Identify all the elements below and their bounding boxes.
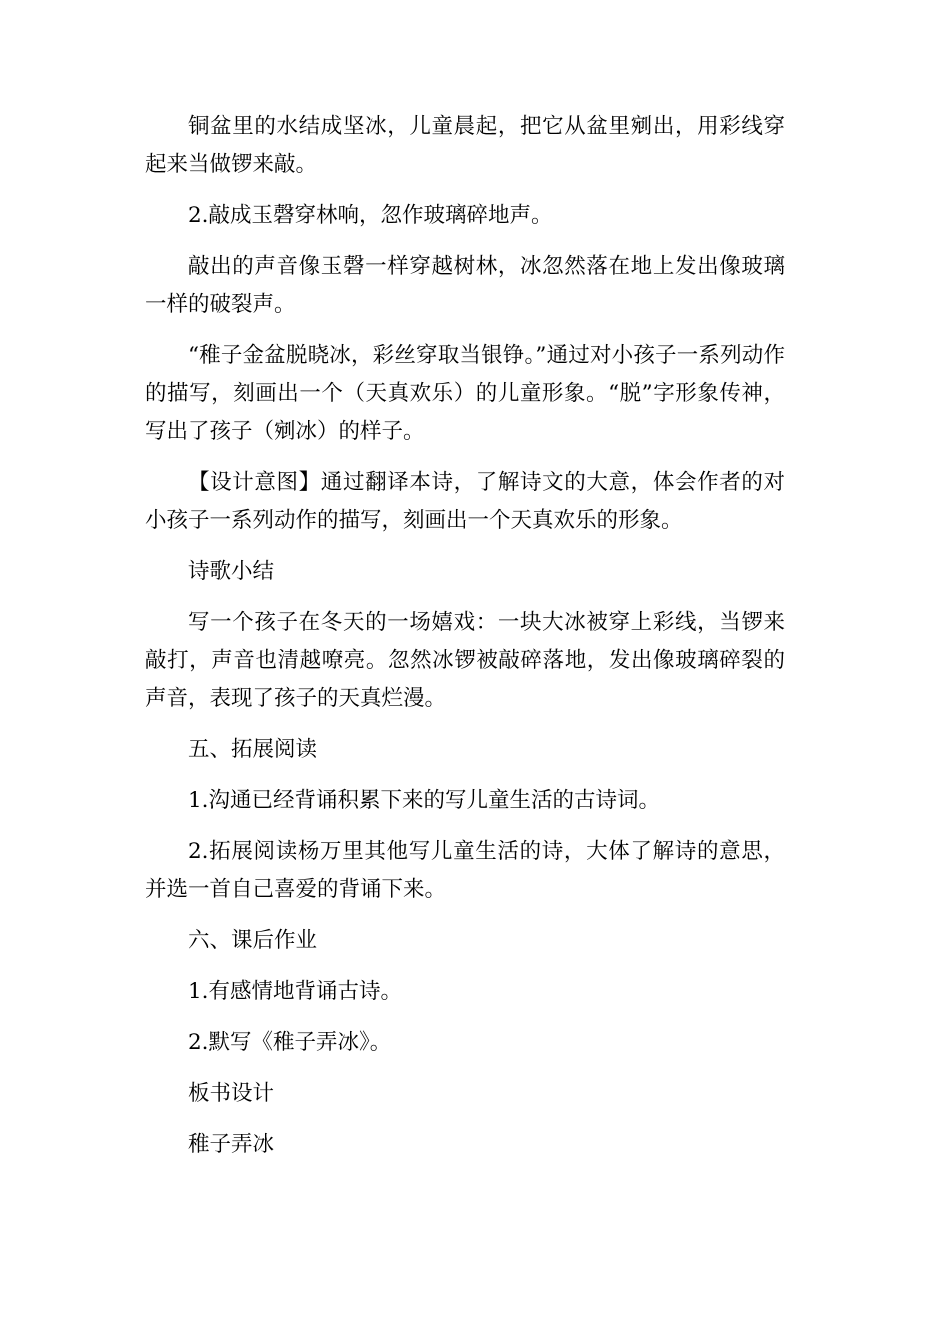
list-item-homework-2: 2.默写《稚子弄冰》。 [188, 1030, 392, 1055]
list-item-homework-1: 1.有感情地背诵古诗。 [188, 979, 403, 1004]
heading-poem-summary: 诗歌小结 [188, 559, 275, 584]
list-item-extended-reading-2: 2.拓展阅读杨万里其他写儿童生活的诗，大体了解诗的意思，并选一首自己喜爱的背诵下来。 [145, 839, 785, 902]
heading-board-design: 板书设计 [188, 1081, 275, 1106]
heading-extended-reading: 五、拓展阅读 [188, 737, 318, 762]
heading-homework: 六、课后作业 [188, 928, 318, 953]
paragraph-poem-summary: 写一个孩子在冬天的一场嬉戏：一块大冰被穿上彩线，当锣来敲打，声音也清越嘹亮。忽然冰锣被敲碎落地，发出像玻璃碎裂的声音，表现了孩子的天真烂漫。 [145, 610, 785, 711]
paragraph-analysis: “稚子金盆脱晓冰，彩丝穿取当银铮。”通过对小孩子一系列动作的描写，刻画出一个（天真欢乐）的儿童形象。“脱”字形象传神，写出了孩子（剜冰）的样子。 [145, 343, 785, 444]
paragraph-translation-2: 敲出的声音像玉磬一样穿越树林，冰忽然落在地上发出像玻璃一样的破裂声。 [145, 254, 785, 317]
paragraph-verse-2: 2.敲成玉磬穿林响，忽作玻璃碎地声。 [188, 203, 553, 228]
board-design-title: 稚子弄冰 [188, 1132, 275, 1157]
list-item-extended-reading-1: 1.沟通已经背诵积累下来的写儿童生活的古诗词。 [188, 788, 661, 813]
paragraph-translation-1: 铜盆里的水结成坚冰，儿童晨起，把它从盆里剜出，用彩线穿起来当做锣来敲。 [145, 114, 785, 177]
document-page [145, 108, 785, 1177]
paragraph-design-intent: 【设计意图】通过翻译本诗，了解诗文的大意，体会作者的对小孩子一系列动作的描写，刻画出一个天真欢乐的形象。 [145, 470, 785, 533]
